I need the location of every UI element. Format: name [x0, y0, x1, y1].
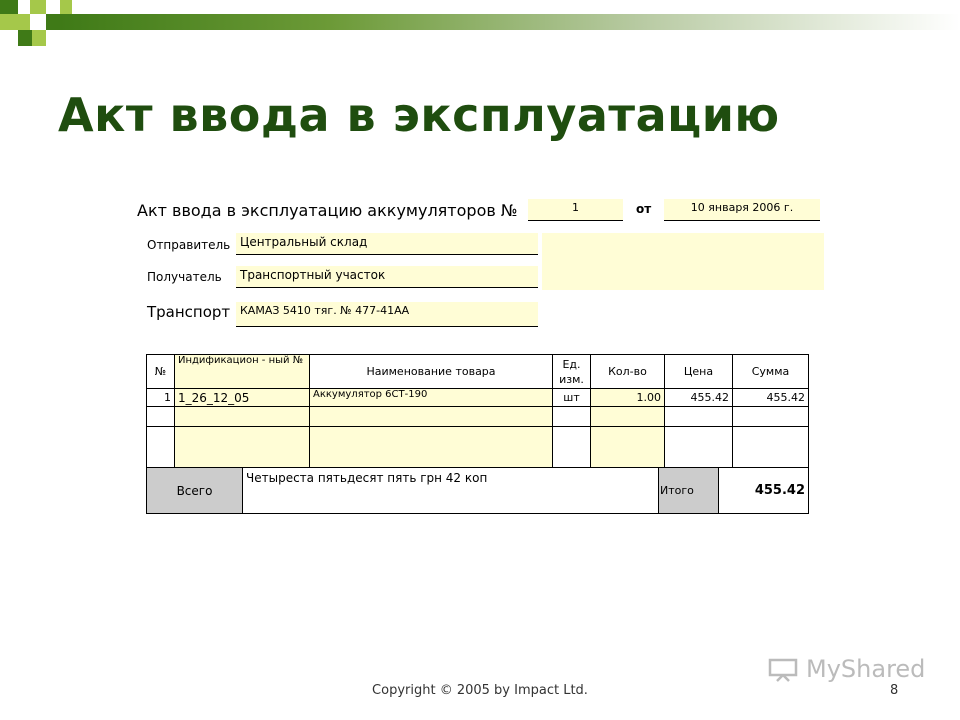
receiver-field[interactable]: Транспортный участок	[236, 266, 538, 288]
sender-field[interactable]: Центральный склад	[236, 233, 538, 255]
decor-square	[46, 14, 60, 30]
cell-num[interactable]	[147, 427, 175, 468]
sender-label: Отправитель	[147, 238, 231, 252]
decor-square	[0, 14, 30, 30]
cell-price[interactable]	[665, 427, 733, 468]
table-header-row	[147, 355, 809, 389]
cell-name[interactable]	[310, 407, 553, 427]
act-number-field[interactable]: 1	[528, 199, 623, 221]
cell-id[interactable]	[175, 407, 310, 427]
summary-table	[146, 467, 809, 514]
total-words: Четыреста пятьдесят пять грн 42 коп	[243, 468, 659, 514]
col-header: Сумма	[733, 355, 809, 389]
decor-square	[0, 0, 18, 14]
col-header: №	[147, 355, 175, 389]
top-decor-bar	[60, 14, 960, 30]
cell-num[interactable]: 1	[147, 389, 175, 407]
cell-qty[interactable]	[591, 427, 665, 468]
presentation-icon	[766, 658, 800, 682]
col-header: Наименование товара	[310, 355, 553, 389]
table-row	[147, 407, 809, 427]
itogo-label: Итого	[659, 468, 719, 514]
page-number: 8	[890, 683, 899, 698]
cell-qty[interactable]: 1.00	[591, 389, 665, 407]
decor-square	[60, 0, 72, 14]
copyright-footer: Copyright © 2005 by Impact Ltd.	[372, 683, 588, 698]
decor-square	[30, 0, 46, 14]
col-header: Ед. изм.	[553, 355, 591, 389]
table-row	[147, 389, 809, 407]
cell-sum[interactable]	[733, 427, 809, 468]
itogo-value: 455.42	[719, 468, 809, 514]
act-heading: Акт ввода в эксплуатацию аккумуляторов №	[137, 201, 518, 220]
date-field[interactable]: 10 января 2006 г.	[664, 199, 820, 221]
cell-id[interactable]: 1_26_12_05	[175, 389, 310, 407]
receiver-label: Получатель	[147, 270, 222, 284]
col-header: Индификацион - ный №	[175, 355, 310, 389]
date-label: от	[636, 202, 652, 216]
decor-square	[18, 30, 32, 46]
cell-unit[interactable]	[553, 427, 591, 468]
items-table	[146, 354, 809, 468]
cell-name[interactable]	[310, 427, 553, 468]
cell-name[interactable]: Аккумулятор 6СТ-190	[310, 389, 553, 407]
cell-num[interactable]	[147, 407, 175, 427]
total-label: Всего	[147, 468, 243, 514]
transport-label: Транспорт	[147, 303, 231, 321]
slide-title: Акт ввода в эксплуатацию	[58, 88, 780, 142]
watermark-logo: MyShared	[806, 655, 926, 683]
summary-row	[147, 468, 809, 514]
cell-sum[interactable]: 455.42	[733, 389, 809, 407]
cell-unit[interactable]: шт	[553, 389, 591, 407]
col-header: Цена	[665, 355, 733, 389]
cell-price[interactable]	[665, 407, 733, 427]
cell-sum[interactable]	[733, 407, 809, 427]
notes-area[interactable]	[542, 233, 824, 290]
transport-field[interactable]: КАМАЗ 5410 тяг. № 477-41АА	[236, 302, 538, 327]
cell-unit[interactable]	[553, 407, 591, 427]
cell-id[interactable]	[175, 427, 310, 468]
col-header: Кол-во	[591, 355, 665, 389]
cell-qty[interactable]	[591, 407, 665, 427]
cell-price[interactable]: 455.42	[665, 389, 733, 407]
decor-square	[32, 30, 46, 46]
table-row	[147, 427, 809, 468]
